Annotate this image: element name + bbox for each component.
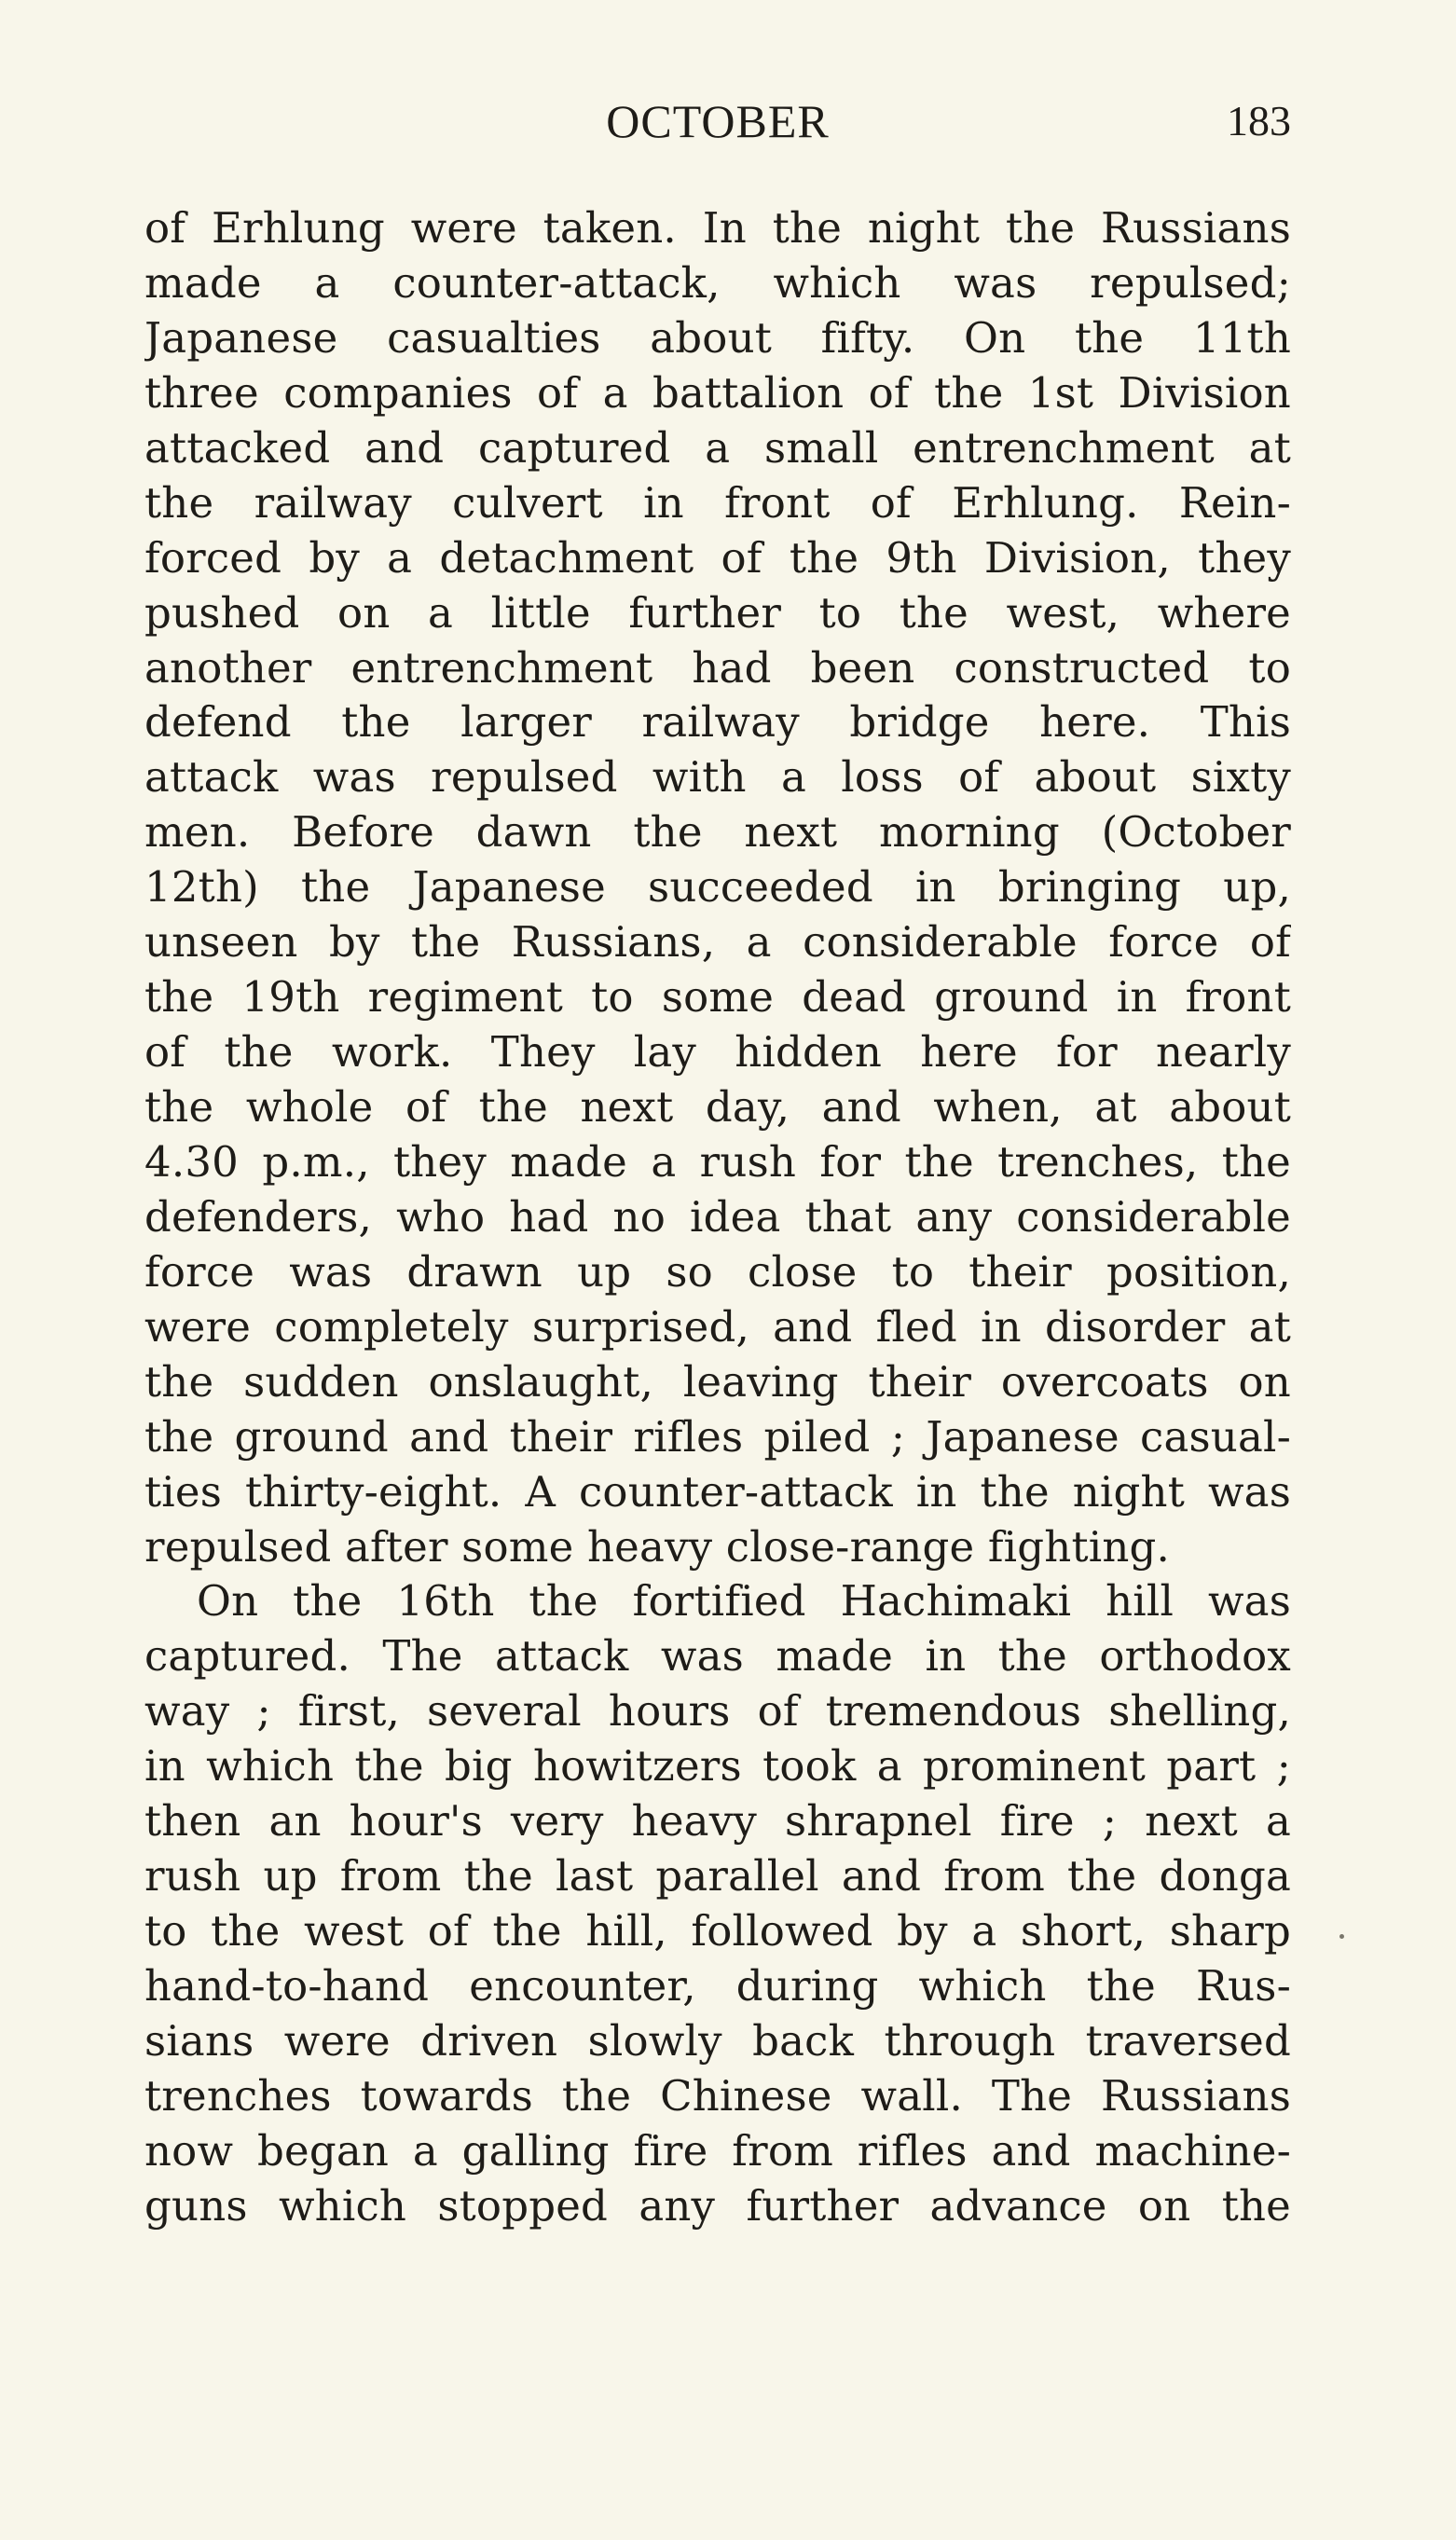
- text-line: attack was repulsed with a loss of about sixty: [144, 752, 1291, 803]
- text-line: way ; first, several hours of tremendous shelling,: [144, 1686, 1291, 1737]
- text-line: attacked and captured a small entrenchment at: [144, 422, 1291, 473]
- text-line: the whole of the next day, and when, at about: [144, 1082, 1291, 1132]
- text-line: rush up from the last parallel and from the donga: [144, 1851, 1291, 1902]
- paragraph-start-line: On the 16th the fortified Hachimaki hill was: [197, 1576, 1291, 1627]
- text-line: defend the larger railway bridge here. This: [144, 697, 1291, 748]
- text-line: forced by a detachment of the 9th Division, they: [144, 532, 1291, 583]
- text-line: three companies of a battalion of the 1st Division: [144, 367, 1291, 418]
- text-line: another entrenchment had been constructed to: [144, 642, 1291, 693]
- text-line: 4.30 p.m., they made a rush for the trenches, the: [144, 1136, 1291, 1187]
- text-line: of Erhlung were taken. In the night the Russians: [144, 203, 1291, 253]
- text-line: 12th) the Japanese succeeded in bringing up,: [144, 862, 1291, 913]
- text-line: captured. The attack was made in the orthodox: [144, 1631, 1291, 1682]
- text-line: pushed on a little further to the west, where: [144, 587, 1291, 638]
- text-line: the sudden onslaught, leaving their overcoats on: [144, 1356, 1291, 1407]
- text-line: made a counter-attack, which was repulsed;: [144, 257, 1291, 308]
- text-line: the ground and their rifles piled ; Japanese casual-: [144, 1411, 1291, 1462]
- text-line: hand-to-hand encounter, during which the Rus-: [144, 1961, 1291, 2011]
- text-line: unseen by the Russians, a considerable force of: [144, 917, 1291, 968]
- text-line: in which the big howitzers took a prominent part ;: [144, 1741, 1291, 1792]
- page-number: 183: [1227, 97, 1291, 144]
- text-line: of the work. They lay hidden here for nearly: [144, 1027, 1291, 1078]
- paper-speck: [1339, 1934, 1344, 1939]
- text-line: ties thirty-eight. A counter-attack in the night was: [144, 1466, 1291, 1517]
- chapter-title: OCTOBER: [606, 95, 830, 147]
- running-head: [144, 89, 1291, 154]
- text-line: to the west of the hill, followed by a short, sharp: [144, 1906, 1291, 1956]
- text-line: guns which stopped any further advance on the: [144, 2180, 1291, 2231]
- text-line: force was drawn up so close to their position,: [144, 1246, 1291, 1297]
- body-text: [144, 201, 1291, 2234]
- text-line: then an hour's very heavy shrapnel fire ; next a: [144, 1796, 1291, 1847]
- text-line: the 19th regiment to some dead ground in front: [144, 972, 1291, 1023]
- text-line: defenders, who had no idea that any considerable: [144, 1191, 1291, 1242]
- text-line: now began a galling fire from rifles and machine-: [144, 2125, 1291, 2176]
- text-line: trenches towards the Chinese wall. The Russians: [144, 2070, 1291, 2121]
- paragraph-end-line: repulsed after some heavy close-range fighting.: [144, 1521, 1171, 1572]
- text-line: men. Before dawn the next morning (October: [144, 807, 1291, 858]
- text-line: the railway culvert in front of Erhlung. Rein-: [144, 477, 1291, 528]
- text-line: sians were driven slowly back through traversed: [144, 2015, 1291, 2066]
- text-line: were completely surprised, and fled in disorder at: [144, 1301, 1291, 1352]
- text-line: Japanese casualties about fifty. On the 11th: [144, 312, 1291, 363]
